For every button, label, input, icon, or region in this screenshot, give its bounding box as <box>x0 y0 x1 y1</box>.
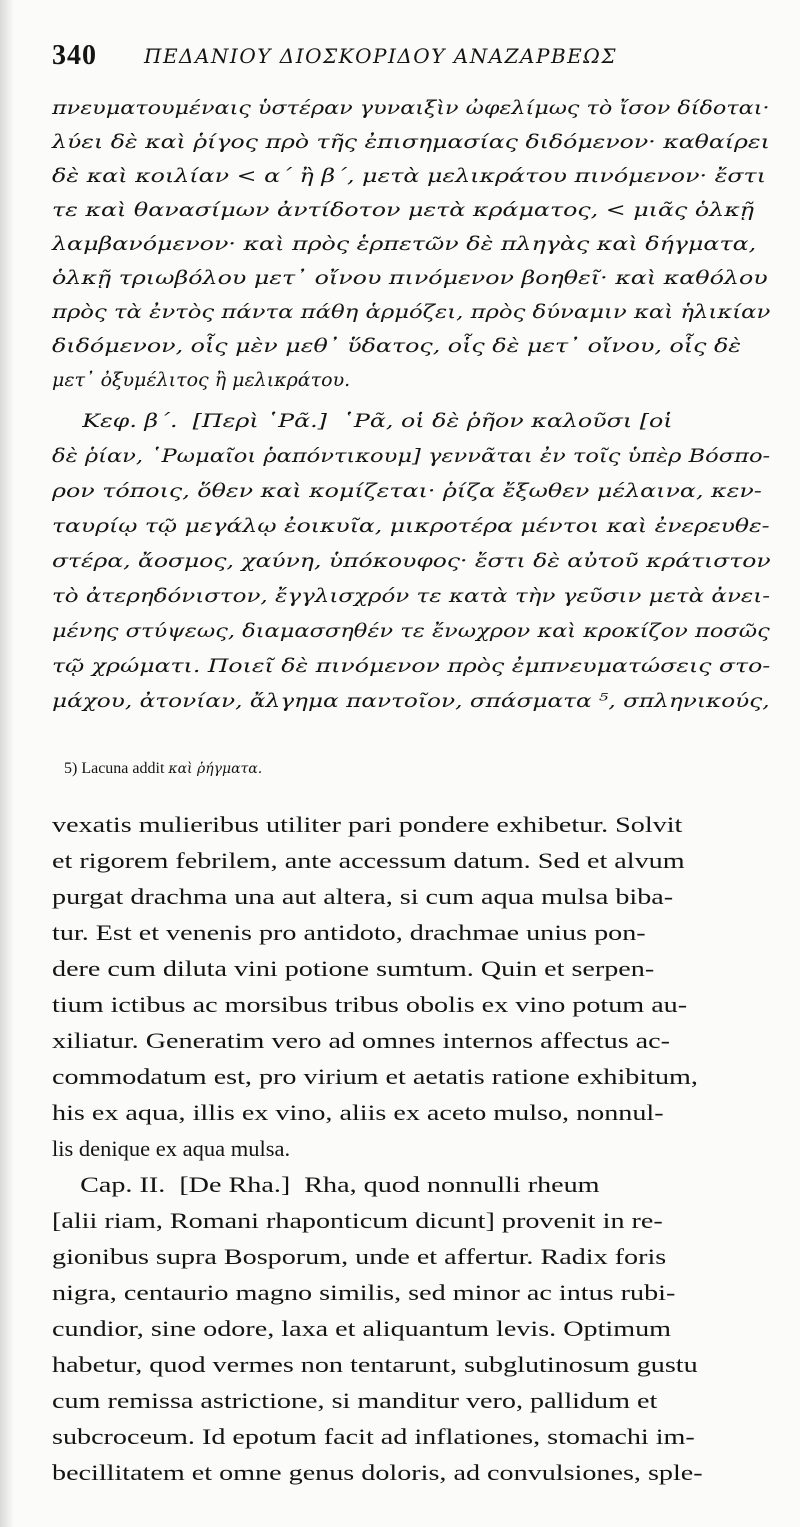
greek-line: ρον τόποις, ὅθεν καὶ κομίζεται· ῥίζα ἔξωθεν μέλαινα, κεν- <box>52 480 762 502</box>
latin-chapter-heading-line: Cap. II. [De Rha.] Rha, quod nonnulli rheum <box>52 1172 600 1197</box>
greek-line: μένης στύψεως, διαμασσηθέν τε ἔνωχρον καὶ κροκίζον ποσῶς <box>52 620 770 642</box>
greek-line: ὁλκῇ τριωβόλου μετ᾽ οἴνου πινόμενον βοηθεῖ· καὶ καθόλου <box>52 267 768 289</box>
latin-line: gionibus supra Bosporum, unde et affertur. Radix foris <box>52 1244 667 1269</box>
greek-line: τὸ ἀτερηδόνιστον, ἔγγλισχρόν τε κατὰ τὴν γεῦσιν μετὰ ἀνει- <box>52 585 771 607</box>
page-gutter-shadow <box>0 0 14 1527</box>
latin-line: purgat drachma una aut altera, si cum aqua mulsa biba- <box>52 884 674 909</box>
greek-line: λαμβανόμενον· καὶ πρὸς ἑρπετῶν δὲ πληγὰς καὶ δήγματα, <box>52 233 757 255</box>
latin-line: cum remissa astrictione, si manditur vero, pallidum et <box>52 1388 658 1413</box>
latin-line: tur. Est et venenis pro antidoto, drachmae unius pon- <box>52 920 646 945</box>
running-title: ΠΕΔΑΝΙΟΥ ΔΙΟΣΚΟΡΙΔΟΥ ΑΝΑΖΑΡΒΕΩΣ <box>144 44 617 68</box>
greek-line: πνευματουμέναις ὑστέραν γυναιξὶν ὠφελίμως τὸ ἴσον δίδοται· <box>52 97 770 119</box>
greek-line: διδόμενον, οἷς μὲν μεθ᾽ ὕδατος, οἷς δὲ μετ᾽ οἴνου, οἷς δὲ <box>52 335 742 357</box>
greek-line: τῷ χρώματι. Ποιεῖ δὲ πινόμενον πρὸς ἐμπνευματώσεις στο- <box>52 655 771 677</box>
greek-line: πρὸς τὰ ἐντὸς πάντα πάθη ἁρμόζει, πρὸς δύναμιν καὶ ἡλικίαν <box>52 301 771 323</box>
greek-line: στέρα, ἄοσμος, χαύνη, ὑπόκουφος· ἔστι δὲ αὐτοῦ κράτιστον <box>52 550 771 572</box>
footnote-text: Lacuna addit <box>81 760 165 777</box>
footnote <box>64 760 262 778</box>
latin-line: becillitatem et omne genus doloris, ad convulsiones, sple- <box>52 1460 703 1485</box>
greek-line: δὲ ῥίαν, ῾Ρωμαῖοι ῥαπόντικουμ] γεννᾶται ἐν τοῖς ὑπὲρ Βόσπο- <box>52 445 771 467</box>
latin-line: dere cum diluta vini potione sumtum. Quin et serpen- <box>52 956 655 981</box>
latin-line: habetur, quod vermes non tentarunt, subglutinosum gustu <box>52 1352 698 1377</box>
footnote-greek: καὶ ῥήγματα. <box>168 761 263 777</box>
latin-line: lis denique ex aqua mulsa. <box>52 1136 291 1161</box>
latin-line: his ex aqua, illis ex vino, aliis ex aceto mulso, nonnul- <box>52 1100 664 1125</box>
greek-chapter-heading-line: Κεφ. β΄. [Περὶ ῾Ρᾶ.] ῾Ρᾶ, οἱ δὲ ῥῆον καλοῦσι [οἱ <box>52 410 673 432</box>
greek-line: ταυρίῳ τῷ μεγάλῳ ἐοικυῖα, μικροτέρα μέντοι καὶ ἐνερευθε- <box>52 515 770 537</box>
latin-line: subcroceum. Id epotum facit ad inflationes, stomachi im- <box>52 1424 695 1449</box>
greek-line: λύει δὲ καὶ ῥίγος πρὸ τῆς ἐπισημασίας διδόμενον· καθαίρει <box>52 131 770 153</box>
greek-line: τε καὶ θανασίμων ἀντίδοτον μετὰ κράματος, < μιᾶς ὁλκῇ <box>52 199 755 221</box>
greek-line: δὲ καὶ κοιλίαν < α΄ ἢ β΄, μετὰ μελικράτου πινόμενον· ἔστι <box>52 165 767 187</box>
latin-line: cundior, sine odore, laxa et aliquantum levis. Optimum <box>52 1316 672 1341</box>
latin-line: vexatis mulieribus utiliter pari pondere exhibetur. Solvit <box>52 812 683 837</box>
latin-line: [alii riam, Romani rhaponticum dicunt] provenit in re- <box>52 1208 663 1233</box>
latin-line: xiliatur. Generatim vero ad omnes internos affectus ac- <box>52 1028 671 1053</box>
latin-line: nigra, centaurio magno similis, sed minor ac intus rubi- <box>52 1280 676 1305</box>
greek-line: μάχου, ἀτονίαν, ἄλγημα παντοῖον, σπάσματα ⁵, σπληνικούς, <box>52 690 770 712</box>
page-number: 340 <box>52 40 97 71</box>
footnote-marker: 5) <box>64 760 78 777</box>
latin-line: et rigorem febrilem, ante accessum datum. Sed et alvum <box>52 848 685 873</box>
latin-line: commodatum est, pro virium et aetatis ratione exhibitum, <box>52 1064 698 1089</box>
page-header <box>52 38 752 78</box>
greek-line: μετ᾽ ὀξυμέλιτος ἢ μελικράτου. <box>52 369 351 391</box>
latin-line: tium ictibus ac morsibus tribus obolis ex vino potum au- <box>52 992 688 1017</box>
